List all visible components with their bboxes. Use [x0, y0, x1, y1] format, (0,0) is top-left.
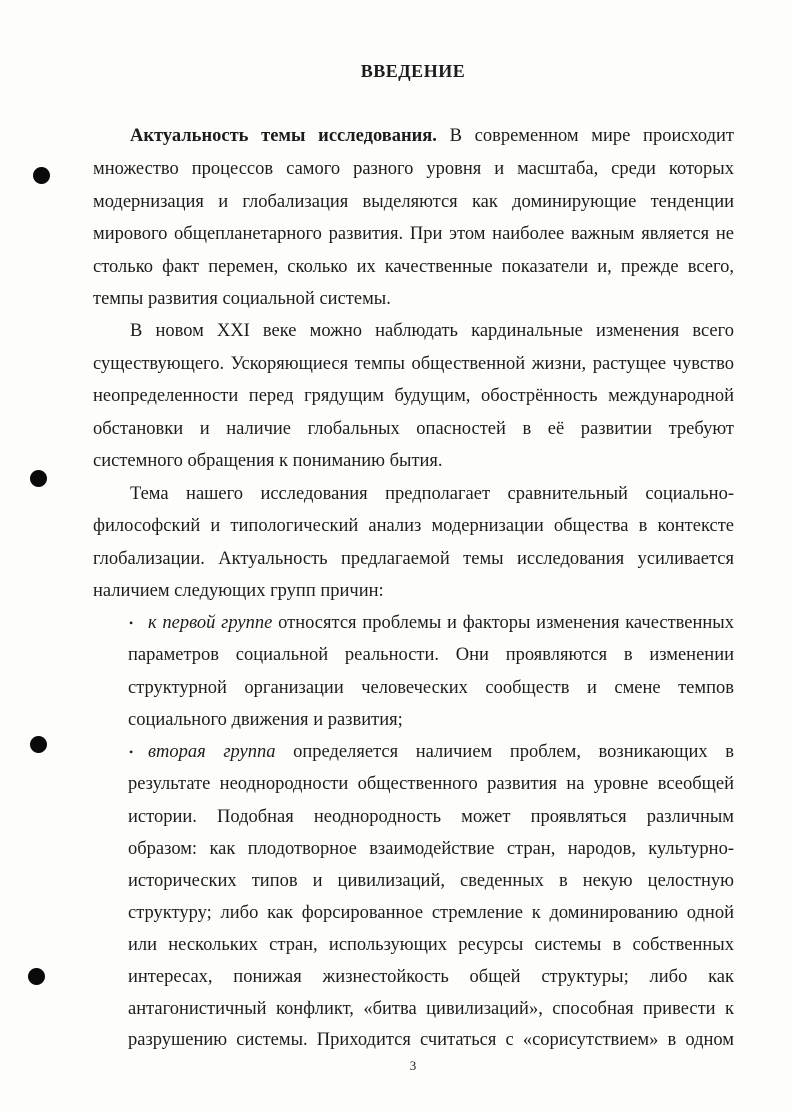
- paragraph-1-line-5: столько факт перемен, сколько их качественные показатели и, прежде всего,: [93, 257, 734, 277]
- paragraph-3-line-2: философский и типологический анализ модернизации общества в контексте: [93, 516, 734, 536]
- bold-lead: Актуальность темы исследования.: [130, 126, 437, 146]
- paragraph-2-line-1: В новом XXI веке можно наблюдать кардинальные изменения всего: [130, 321, 734, 341]
- bullet-1-line-1: к первой группе относятся проблемы и факторы изменения качественных: [148, 613, 734, 633]
- paragraph-1-line-1: Актуальность темы исследования. В современном мире происходит: [130, 126, 734, 146]
- punch-hole: [33, 167, 50, 184]
- paragraph-2-line-2: существующего. Ускоряющиеся темпы общественной жизни, растущее чувство: [93, 354, 734, 374]
- bullet-2-line-2: результате неоднородности общественного развития на уровне всеобщей: [128, 774, 734, 794]
- paragraph-1-line-3: модернизация и глобализация выделяются как доминирующие тенденции: [93, 192, 734, 212]
- bullet-1-line-3: структурной организации человеческих сообществ и смене темпов: [128, 678, 734, 698]
- bullet-2-line-7: или нескольких стран, использующих ресурсы системы в собственных: [128, 935, 734, 955]
- bullet-1-line-4: социального движения и развития;: [128, 710, 403, 730]
- bullet-marker: •: [129, 745, 134, 759]
- bullet-2-line-9: антагонистичный конфликт, «битва цивилизаций», способная привести к: [128, 999, 734, 1019]
- italic-term: вторая группа: [148, 742, 276, 762]
- bullet-2-line-4: образом: как плодотворное взаимодействие стран, народов, культурно-: [128, 839, 734, 859]
- bullet-2-line-3: истории. Подобная неоднородность может проявляться различным: [128, 807, 734, 827]
- paragraph-3-line-3: глобализации. Актуальность предлагаемой темы исследования усиливается: [93, 549, 734, 569]
- punch-hole: [30, 736, 47, 753]
- paragraph-3-line-1: Тема нашего исследования предполагает сравнительный социально-: [130, 484, 734, 504]
- paragraph-2-line-5: системного обращения к пониманию бытия.: [93, 451, 443, 471]
- punch-hole: [30, 470, 47, 487]
- paragraph-2-line-4: обстановки и наличие глобальных опасностей в её развитии требуют: [93, 419, 734, 439]
- paragraph-3-line-4: наличием следующих групп причин:: [93, 581, 384, 601]
- bullet-2-line-6: структуру; либо как форсированное стремление к доминированию одной: [128, 903, 734, 923]
- paragraph-1-line-2: множество процессов самого разного уровня и масштаба, среди которых: [93, 159, 734, 179]
- bullet-1-line-2: параметров социальной реальности. Они проявляются в изменении: [128, 645, 734, 665]
- italic-term: к первой группе: [148, 613, 273, 633]
- bullet-2-line-5: исторических типов и цивилизаций, сведенных в некую целостную: [128, 871, 734, 891]
- paragraph-1-line-4: мирового общепланетарного развития. При этом наиболее важным является не: [93, 224, 734, 244]
- bullet-marker: •: [129, 616, 134, 630]
- page-title: ВВЕДЕНИЕ: [360, 61, 466, 81]
- bullet-2-line-10: разрушению системы. Приходится считаться с «сорисутствием» в одном: [128, 1030, 734, 1050]
- punch-hole: [28, 968, 45, 985]
- paragraph-2-line-3: неопределенности перед грядущим будущим, обострённость международной: [93, 386, 734, 406]
- bullet-2-line-1: вторая группа определяется наличием проблем, возникающих в: [148, 742, 734, 762]
- paragraph-1-line-6: темпы развития социальной системы.: [93, 289, 391, 309]
- page-number: 3: [409, 1058, 417, 1073]
- bullet-2-line-8: интересах, понижая жизнестойкость общей структуры; либо как: [128, 967, 734, 987]
